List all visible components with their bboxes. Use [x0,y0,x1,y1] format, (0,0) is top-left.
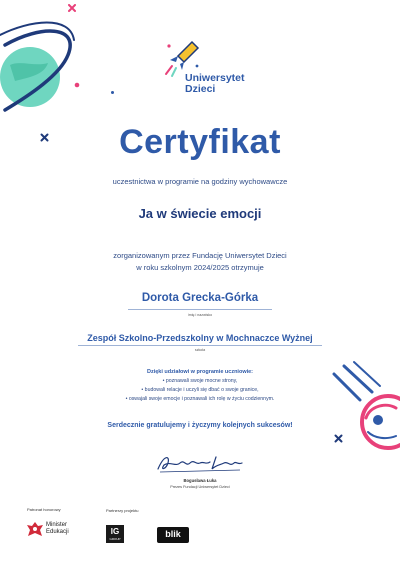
outcomes-heading: Dzięki udziałowi w programie uczniowie: [146,369,254,375]
school-year-line: w roku szkolnym 2024/2025 otrzymuje [136,263,264,272]
pink-cross-icon [68,4,76,12]
handwritten-signature [150,451,250,475]
signatory-name: Bogusława Łuka [183,478,217,483]
congrats-text: Serdecznie gratulujemy i życzymy kolejnych sukcesów! [107,422,293,429]
pink-dot-icon [74,82,80,88]
ig-logo-sub: GROUP [109,537,121,541]
planet-icon [0,15,80,125]
partners-label: Partnerzy projektu [106,508,139,513]
honorary-patronage-label: Patronat honorowy [27,507,61,512]
organizer-line: zorganizowanym przez Fundację Uniwersytet Dzieci [113,251,287,260]
blik-logo-text: blik [165,529,181,539]
ministry-line1: Minister [46,522,68,528]
name-underline [128,309,272,310]
eagle-emblem-icon [26,520,44,542]
blue-cross-icon [334,434,343,443]
ig-logo-text: IG [110,527,120,536]
name-caption: imię i nazwisko [187,313,213,317]
ig-group-logo [106,525,124,543]
ministry-line2: Edukacji [46,529,69,535]
outcome-item: • budowali relacje i uczyli się dbać o swoje granice, [141,387,259,393]
blik-logo [157,527,189,543]
school-caption: szkoła [194,348,206,352]
comet-planet-icon [330,360,400,470]
small-dot-icon [110,90,115,95]
brand-line1: Uniwersytet [185,72,245,84]
outcome-item: • oswajali swoje emocje i poznawali ich rolę w życiu codziennym. [125,396,275,402]
program-name: Ja w świecie emocji [138,206,262,221]
ministry-logo [26,519,78,543]
recipient-name: Dorota Grecka-Górka [141,292,259,304]
school-underline [78,345,322,346]
school-name: Zespół Szkolno-Przedszkolny w Mochnaczce Wyżnej [87,333,313,343]
certificate-subtitle: uczestnictwa w programie na godziny wychowawcze [112,177,288,186]
signatory-role: Prezes Fundacji Uniwersytet Dzieci [170,485,230,489]
outcome-item: • poznawali swoje mocne strony, [162,378,238,384]
brand-logo-text [185,73,245,95]
brand-line2: Dzieci [185,83,216,95]
certificate-title: Certyfikat [119,123,281,161]
